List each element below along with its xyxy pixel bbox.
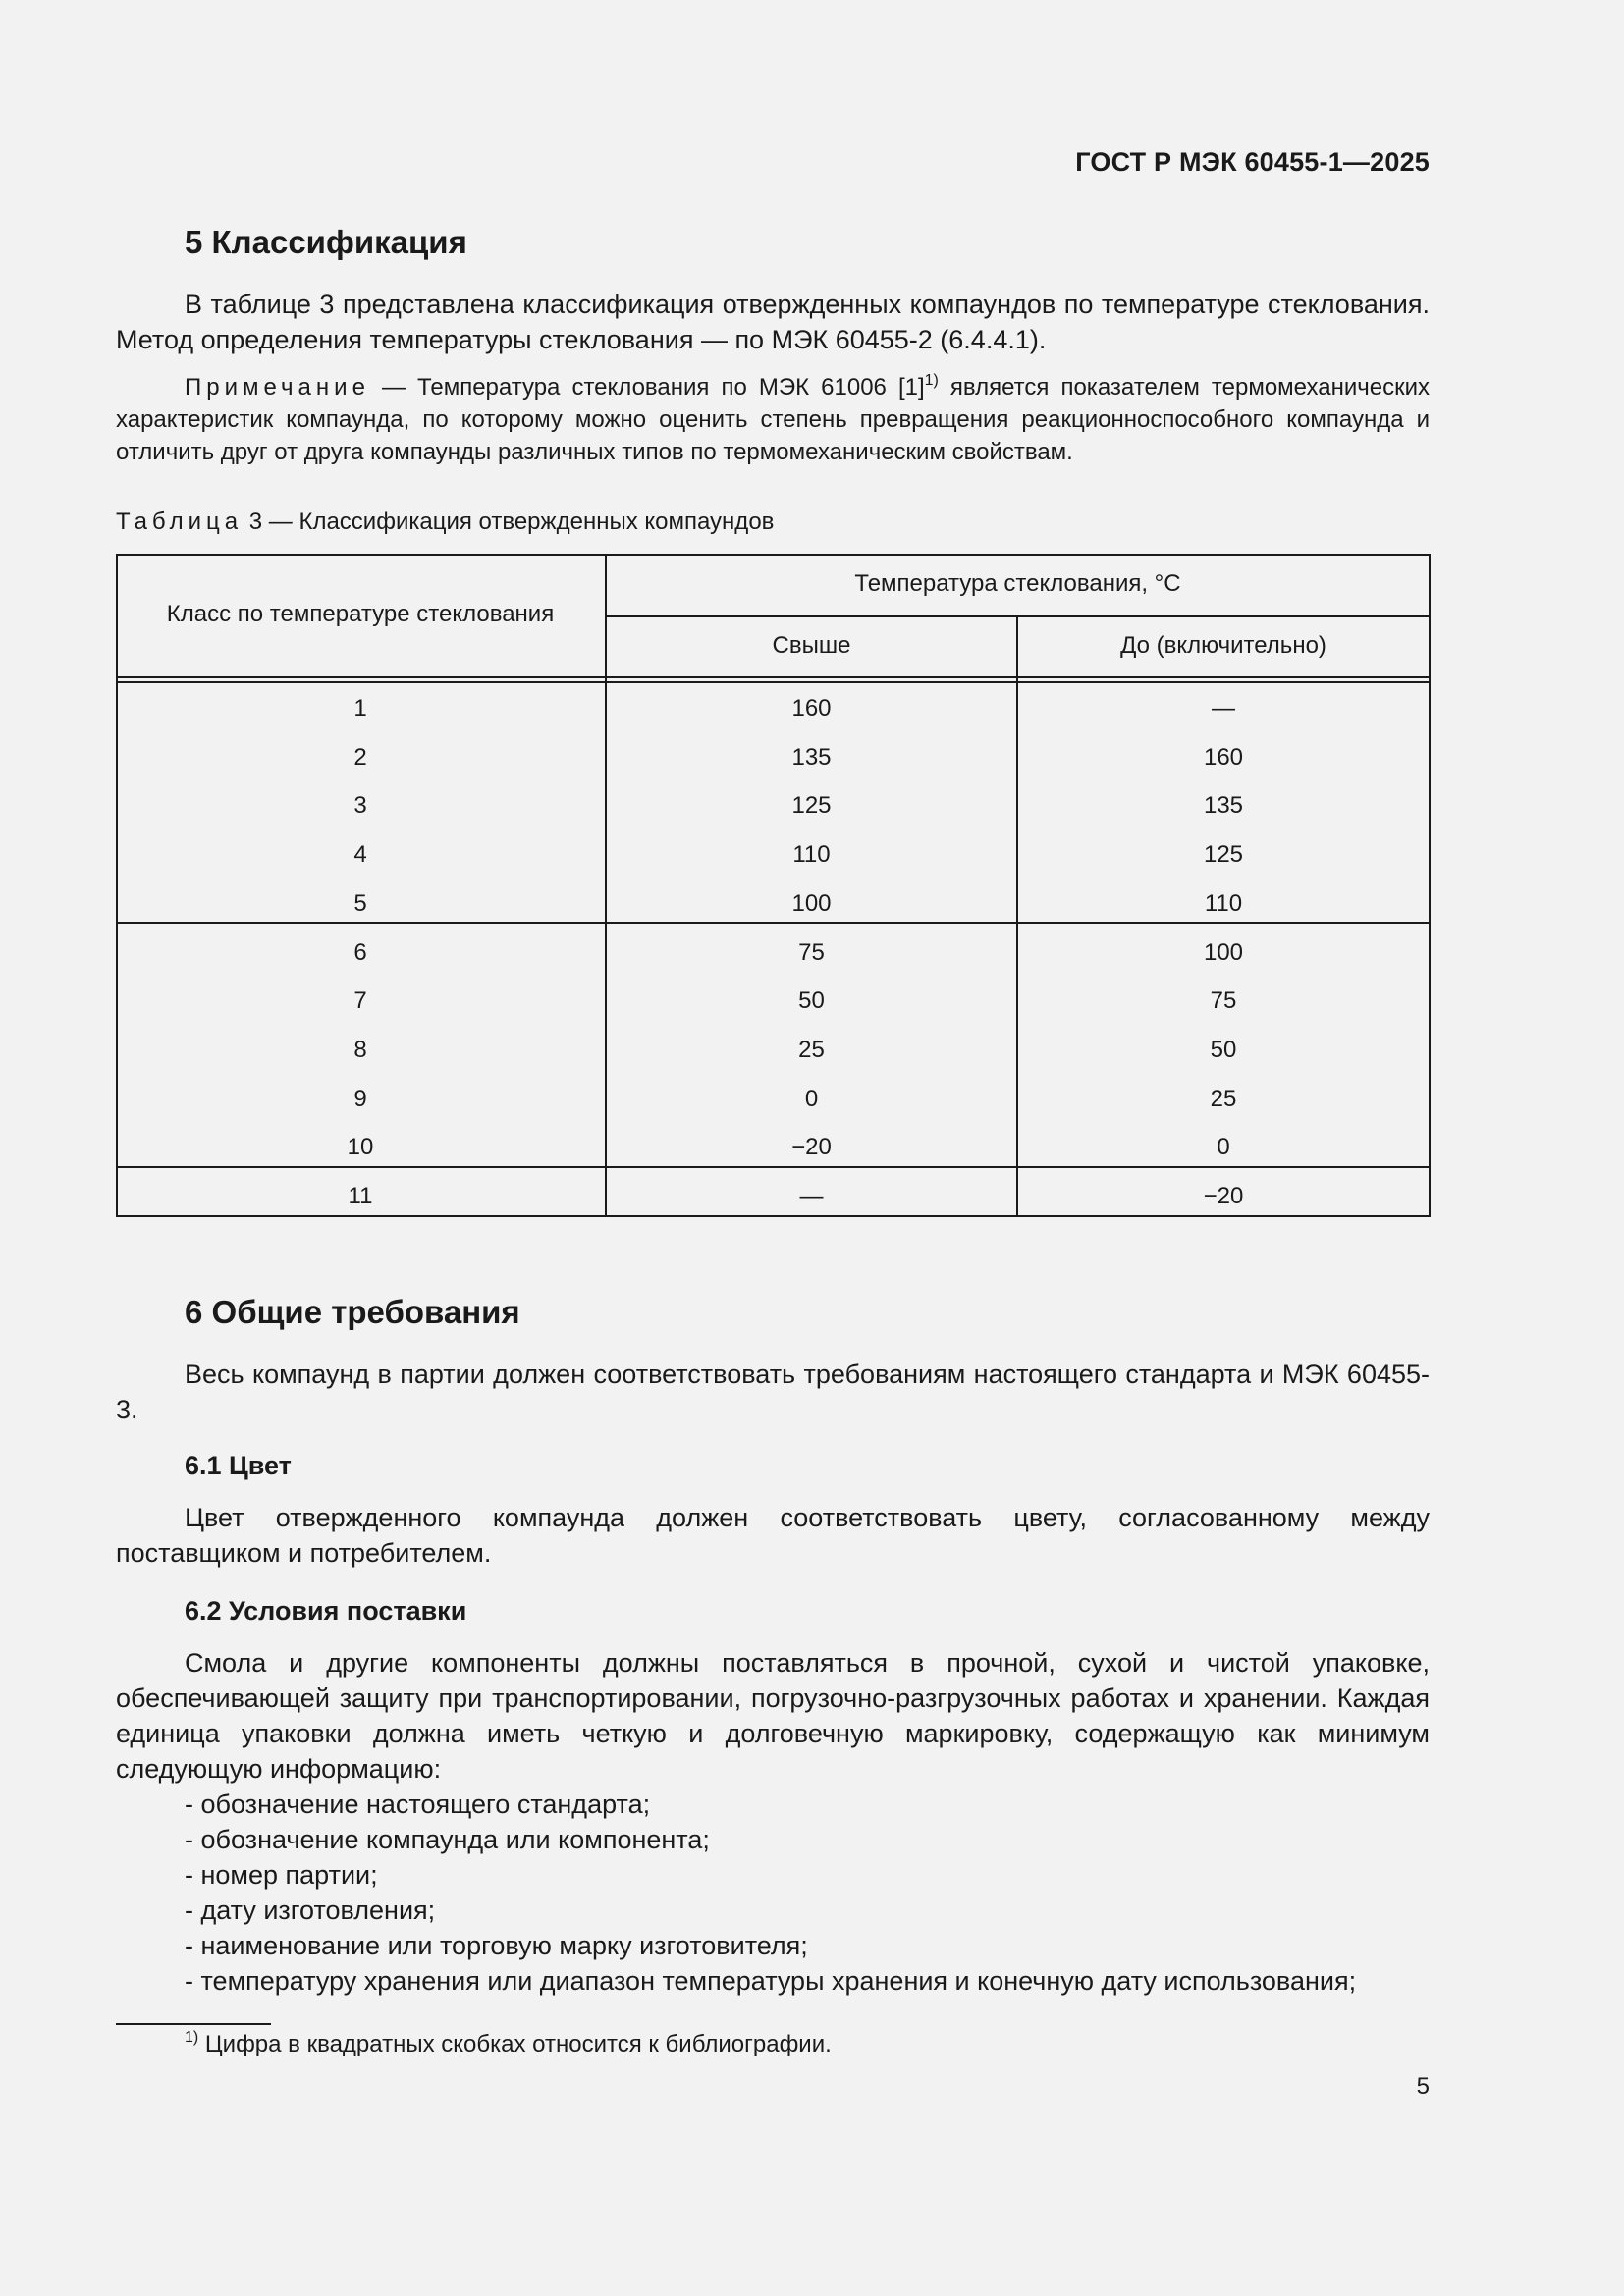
footnote-separator bbox=[116, 2023, 271, 2025]
table-class-cell: 3 bbox=[353, 792, 367, 819]
table-above-cell: 100 bbox=[791, 890, 832, 917]
table-class-cell: 2 bbox=[353, 744, 367, 771]
section-5-paragraph: В таблице 3 представлена классификация отвержденных компаундов по температуре стеклования. Метод определения температуры стеклования — по МЭК 60455-2 (6.4.4.1). bbox=[116, 290, 1430, 354]
table-upto-cell: 50 bbox=[1210, 1037, 1237, 1063]
section-6-title: 6 Общие требования bbox=[185, 1294, 520, 1330]
table-border bbox=[116, 554, 1431, 556]
table-upto-cell: 75 bbox=[1210, 988, 1237, 1014]
table-rule bbox=[116, 676, 1431, 678]
table-class-cell: 1 bbox=[353, 695, 367, 721]
header-class: Класс по температуре стеклования bbox=[166, 601, 555, 627]
table-above-cell: 110 bbox=[792, 841, 831, 868]
table-above-cell: 160 bbox=[791, 695, 832, 721]
table-class-cell: 6 bbox=[353, 939, 367, 966]
marking-list bbox=[185, 1787, 1356, 1999]
list-item: - температуру хранения или диапазон температуры хранения и конечную дату использования; bbox=[185, 1966, 1357, 1996]
table-above-cell: 0 bbox=[804, 1086, 819, 1112]
footnote-text: Цифра в квадратных скобках относится к библиографии. bbox=[198, 2031, 832, 2057]
table-caption-label: Таблица bbox=[116, 508, 244, 535]
table-class-cell: 8 bbox=[353, 1037, 367, 1063]
list-item: - дату изготовления; bbox=[185, 1896, 436, 1925]
table-upto-cell: 110 bbox=[1204, 890, 1243, 917]
table-caption-text: 3 — Классификация отвержденных компаундов bbox=[243, 508, 775, 535]
list-item: - номер партии; bbox=[185, 1860, 378, 1890]
table-caption bbox=[116, 508, 774, 536]
standard-code: ГОСТ Р МЭК 60455-1—2025 bbox=[1075, 147, 1430, 177]
table-class-cell: 7 bbox=[353, 988, 367, 1014]
header-temperature: Температура стеклования, °C bbox=[854, 570, 1181, 597]
table-rule bbox=[116, 681, 1431, 683]
section-6-2-paragraph: Смола и другие компоненты должны поставляться в прочной, сухой и чистой упаковке, обеспечивающей защиту при транспортировании, погрузочно-разгрузочных работах и хранении. Каждая единица упаковки должна иметь четкую и долговечную маркировку, содержащую как минимум следующую информацию: bbox=[116, 1648, 1430, 1784]
note-footnote-mark: 1) bbox=[924, 372, 939, 389]
table-upto-cell: — bbox=[1212, 695, 1235, 721]
table-above-cell: 50 bbox=[798, 988, 825, 1014]
list-item: - обозначение компаунда или компонента; bbox=[185, 1825, 710, 1854]
section-6-2-title: 6.2 Условия поставки bbox=[185, 1596, 467, 1626]
table-class-cell: 9 bbox=[353, 1086, 367, 1112]
table-upto-cell: 125 bbox=[1203, 841, 1244, 868]
table-class-cell: 5 bbox=[353, 890, 367, 917]
table-above-cell: 25 bbox=[798, 1037, 825, 1063]
table-class-cell: 11 bbox=[348, 1183, 373, 1209]
table-upto-cell: 160 bbox=[1203, 744, 1244, 771]
table-class-cell: 4 bbox=[353, 841, 367, 868]
classification-table bbox=[116, 554, 1431, 1217]
section-5-note bbox=[116, 371, 1430, 468]
section-5-title: 5 Классификация bbox=[185, 224, 467, 260]
table-upto-cell: 135 bbox=[1203, 792, 1244, 819]
page-number: 5 bbox=[1416, 2073, 1430, 2100]
table-class-cell: 10 bbox=[347, 1134, 374, 1160]
header-above: Свыше bbox=[772, 632, 851, 659]
table-border bbox=[1429, 554, 1431, 1217]
table-above-cell: 125 bbox=[791, 792, 832, 819]
section-6-1-title: 6.1 Цвет bbox=[185, 1451, 292, 1480]
section-6-1-paragraph: Цвет отвержденного компаунда должен соответствовать цвету, согласованному между поставщиком и потребителем. bbox=[116, 1503, 1430, 1568]
note-text-1: — Температура стеклования по МЭК 61006 [1] bbox=[369, 374, 925, 400]
table-upto-cell: 100 bbox=[1203, 939, 1244, 966]
note-label: Примечание bbox=[185, 374, 370, 400]
table-upto-cell: 0 bbox=[1217, 1134, 1230, 1160]
table-above-cell: 75 bbox=[798, 939, 825, 966]
table-above-cell: −20 bbox=[791, 1134, 832, 1160]
table-upto-cell: −20 bbox=[1203, 1183, 1244, 1209]
footnote-mark: 1) bbox=[185, 2029, 199, 2046]
table-above-cell: 135 bbox=[791, 744, 832, 771]
note-text-2: является показателем термомеханических характеристик компаунда, по которому можно оценить степень превращения реакционноспособного компаунда и отличить друг от друга компаунды различных типов по термомеханическим свойствам. bbox=[116, 374, 1431, 465]
table-above-cell: — bbox=[799, 1183, 824, 1209]
header-up-to: До (включительно) bbox=[1120, 632, 1326, 659]
list-item: - наименование или торговую марку изготовителя; bbox=[185, 1931, 808, 1960]
list-item: - обозначение настоящего стандарта; bbox=[185, 1789, 651, 1819]
table-upto-cell: 25 bbox=[1210, 1086, 1237, 1112]
footnote bbox=[185, 2031, 832, 2058]
section-6-paragraph: Весь компаунд в партии должен соответствовать требованиям настоящего стандарта и МЭК 60455-3. bbox=[116, 1360, 1430, 1424]
